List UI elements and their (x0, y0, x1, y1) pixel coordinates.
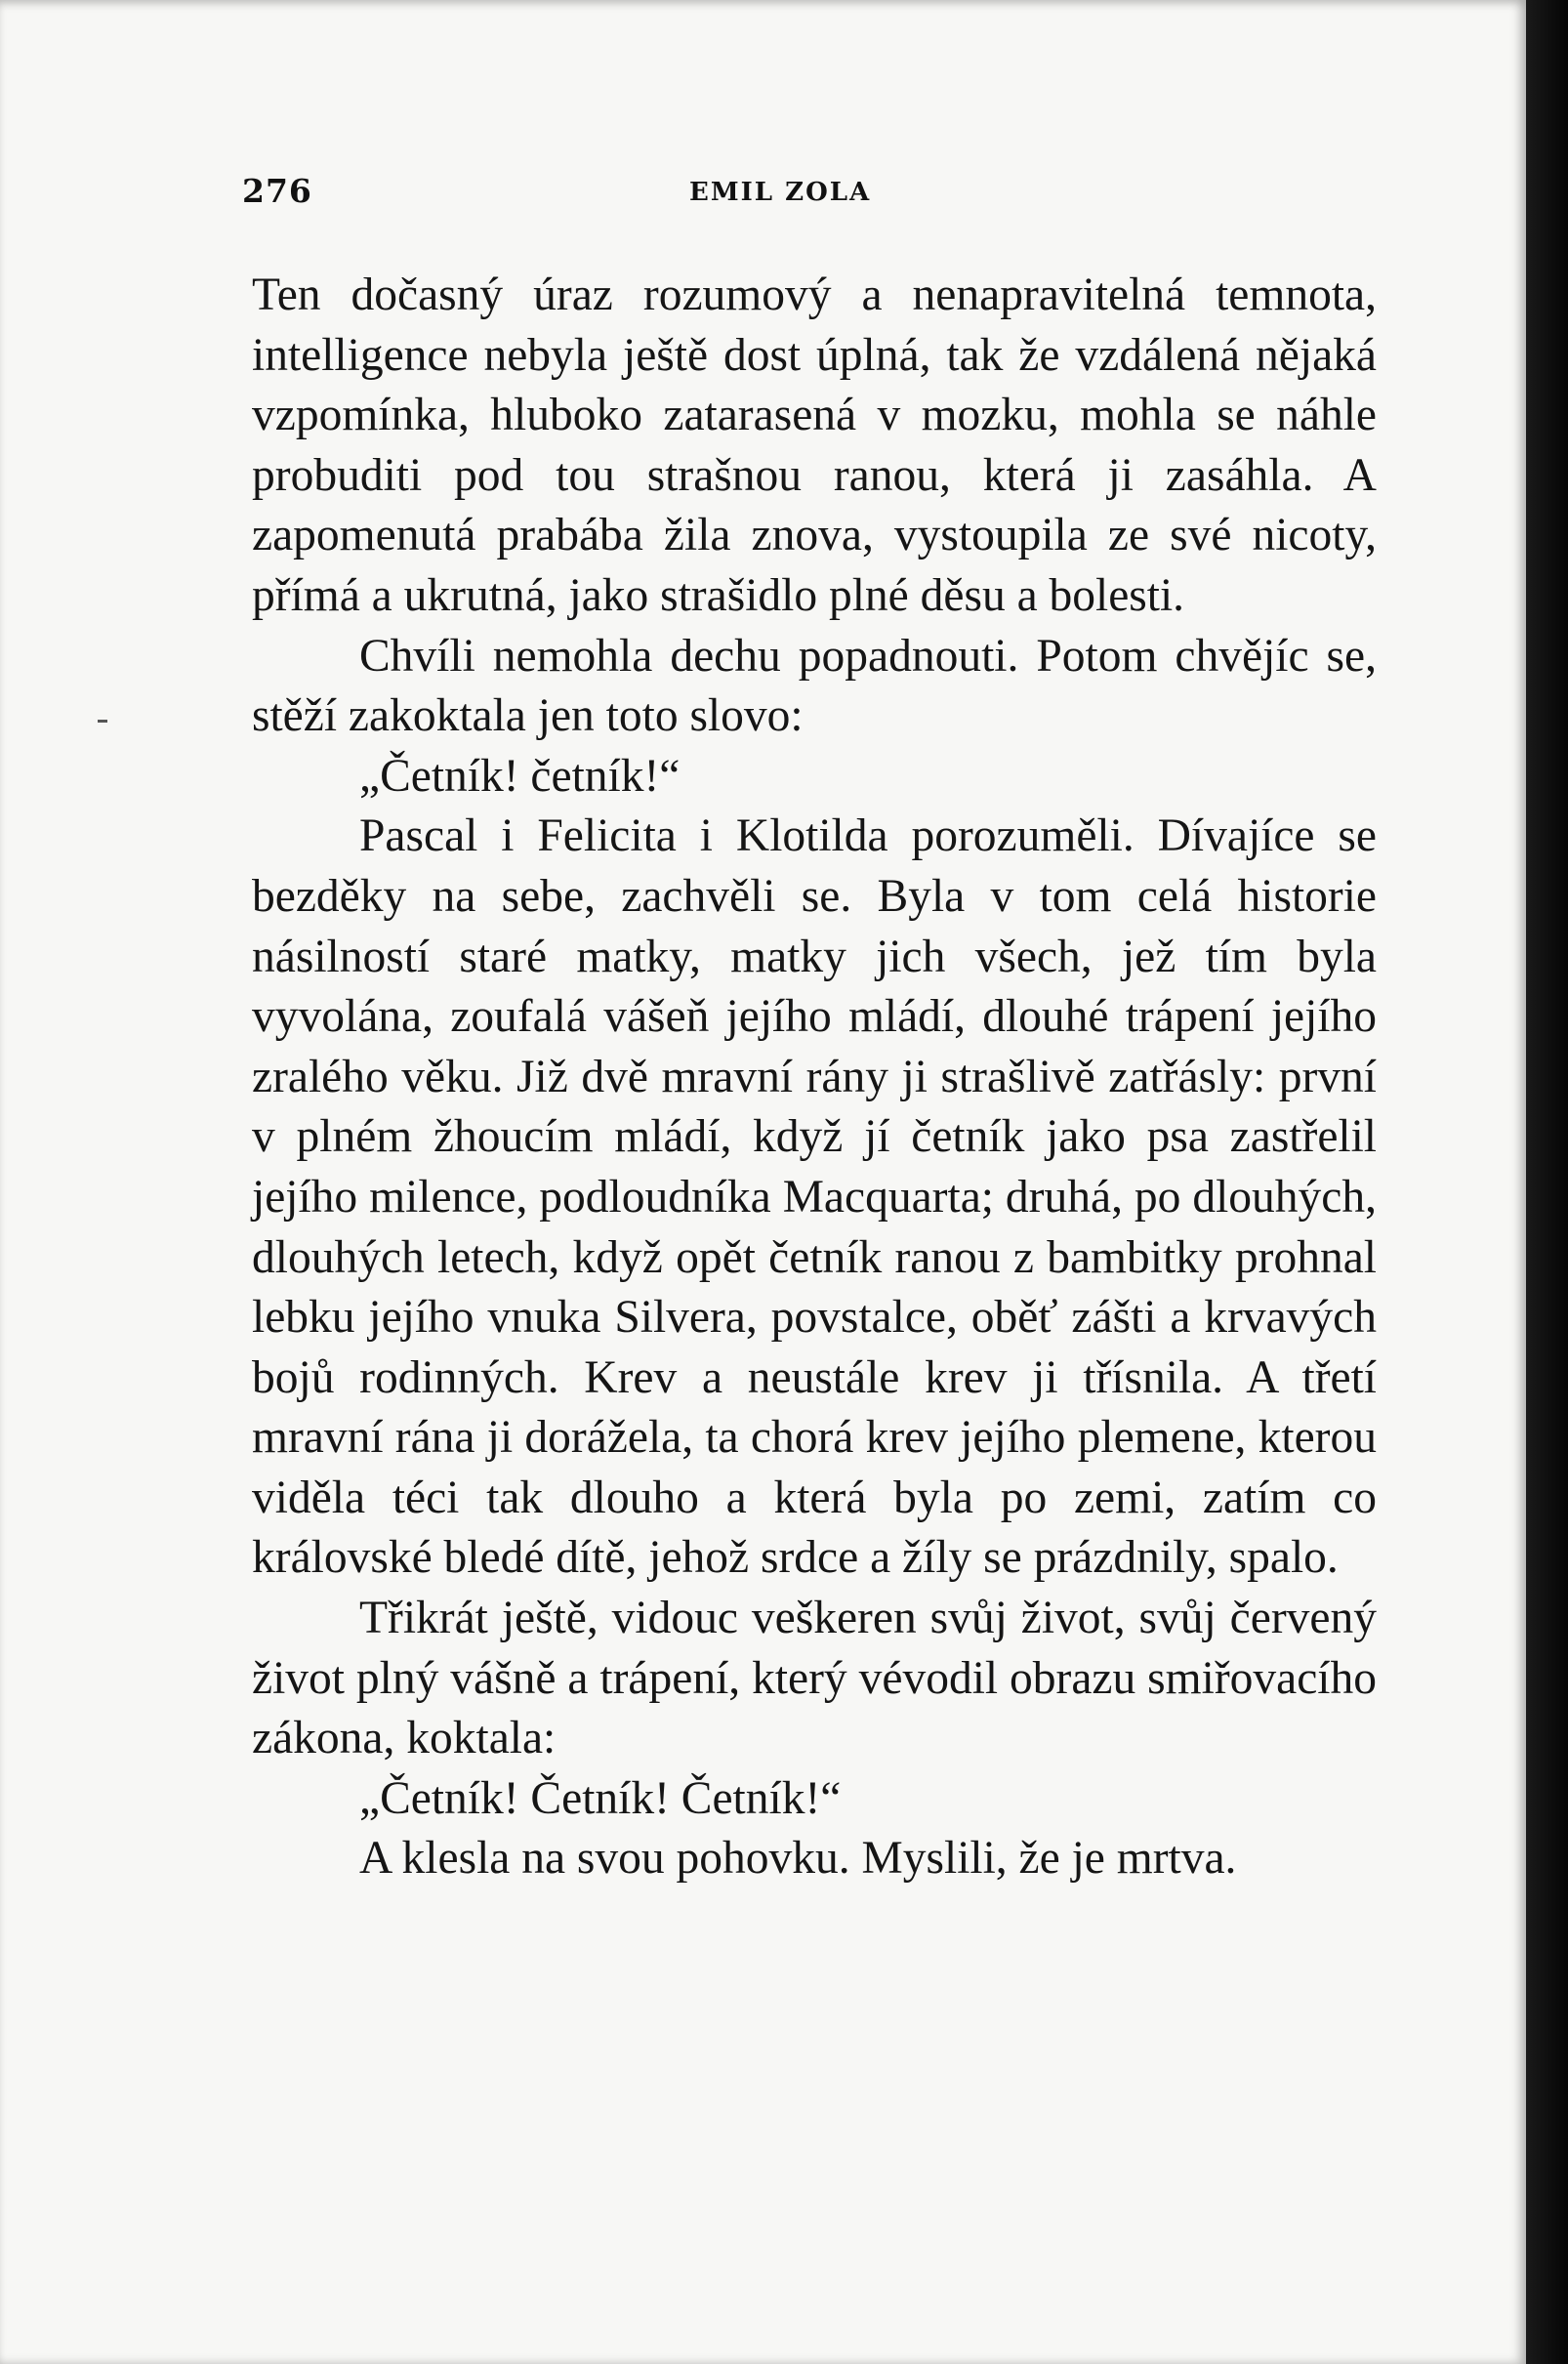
body-text (252, 266, 1377, 1889)
running-head: EMIL ZOLA (689, 178, 872, 207)
margin-mark (98, 720, 107, 723)
paragraph: Chvíli nemohla dechu popadnouti. Potom chvějíc se, stěží zakoktala jen toto slovo: (252, 630, 1377, 742)
dialogue-line: „Četník! četník!“ (359, 750, 681, 802)
page-number: 276 (242, 172, 312, 210)
paragraph: A klesla na svou pohovku. Myslili, že je mrtva. (359, 1833, 1237, 1885)
scan-dark-edge (1526, 0, 1568, 2364)
page-header (242, 172, 1394, 211)
dialogue-line: „Četník! Četník! Četník!“ (359, 1772, 842, 1824)
paragraph: Třikrát ještě, vidouc veškeren svůj život, svůj červený život plný vášně a trápení, který vévodil obrazu smiřovacího zákona, koktala: (252, 1593, 1377, 1764)
paragraph: Pascal i Felicita i Klotilda porozuměli. Dívajíce se bezděky na sebe, zachvěli se. Byla v tom celá historie násilností staré matky, matky jich všech, jež tím byla vyvolána, zoufalá vášeň jejího mládí, dlouhé trápení jejího zralého věku. Již dvě mravní rány ji strašlivě zatřásly: první v plném žhoucím mládí, když jí četník jako psa zastřelil jejího milence, podloudníka Macquarta; druhá, po dlouhých, dlouhých letech, když opět četník ranou z bambitky prohnal lebku jejího vnuka Silvera, povstalce, oběť zášti a krvavých bojů rodinných. Krev a neustále krev ji třísnila. A třetí mravní rána ji dorážela, ta chorá krev jejího plemene, kterou viděla téci tak dlouho a která byla po zemi, zatím co královské bledé dítě, jehož srdce a žíly se prázdnily, spalo. (252, 810, 1377, 1584)
paragraph: Ten dočasný úraz rozumový a nenapravitelná temnota, intelligence nebyla ještě dost úplná, tak že vzdálená nějaká vzpomínka, hluboko zatarasená v mozku, mohla se náhle probuditi pod tou strašnou ranou, která ji zasáhla. A zapomenutá prabába žila znova, vystoupila ze své nicoty, přímá a ukrutná, jako strašidlo plné děsu a bolesti. (252, 270, 1377, 621)
